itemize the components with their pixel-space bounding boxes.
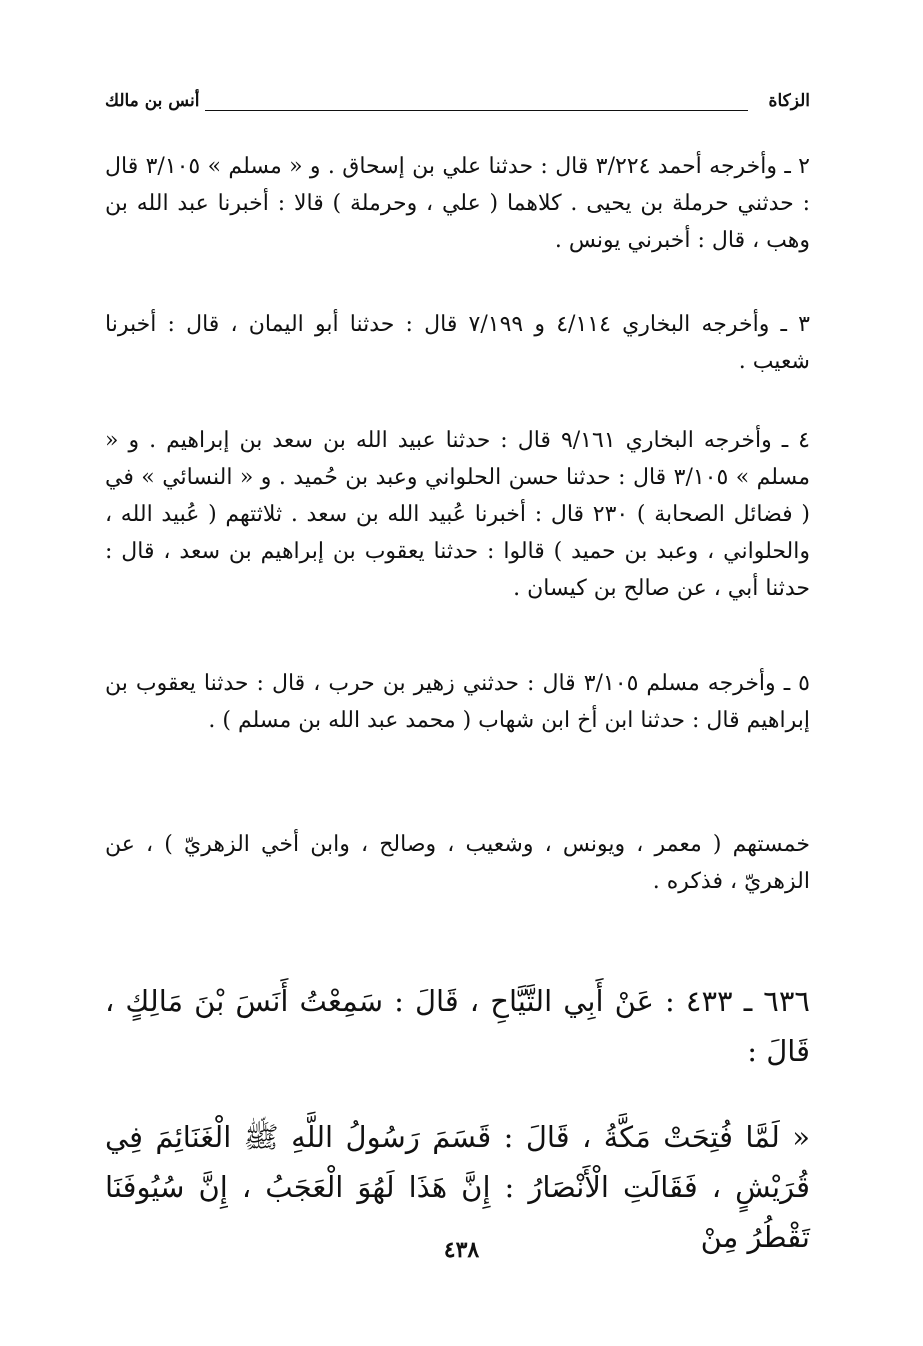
chapter-title: الزكاة [768, 91, 810, 111]
footnote-5: ٥ ـ وأخرجه مسلم ٣/١٠٥ قال : حدثني زهير بن حرب ، قال : حدثنا يعقوب بن إبراهيم قال : حدثنا ابن أخ ابن شهاب ( محمد عبد الله بن مسلم ) . [105, 671, 810, 733]
hadith-heading: ٦٣٦ ـ ٤٣٣ : عَنْ أَبِي التَّيَّاحِ ، قَالَ : سَمِعْتُ أَنَسَ بْنَ مَالِكٍ ، قَالَ : [105, 984, 811, 1068]
page-number: ٤٣٨ [443, 1237, 480, 1263]
running-header [105, 91, 810, 121]
footnote-3: ٣ ـ وأخرجه البخاري ٤/١١٤ و ٧/١٩٩ قال : حدثنا أبو اليمان ، قال : أخبرنا شعيب . [105, 312, 810, 374]
hadith-text: « لَمَّا فُتِحَتْ مَكَّةُ ، قَالَ : قَسَمَ رَسُولُ اللَّهِ ﷺ الْغَنَائِمَ فِي قُرَيْشٍ ، فَقَالَتِ الْأَنْصَارُ : إِنَّ هَذَا لَهُوَ الْعَجَبُ ، إِنَّ سُيُوفَنَا تَقْطُرُ مِنْ [105, 1120, 810, 1254]
header-rule [205, 110, 748, 111]
footnote-4: ٤ ـ وأخرجه البخاري ٩/١٦١ قال : حدثنا عبيد الله بن سعد بن إبراهيم . و « مسلم » ٣/١٠٥ قال : حدثنا حسن الحلواني وعبد بن حُميد . و « النسائي » في ( فضائل الصحابة ) ٢٣٠ قال : أخبرنا عُبيد الله بن سعد . ثلاثتهم ( عُبيد الله ، والحلواني ، وعبد بن حميد ) قالوا : حدثنا يعقوب بن إبراهيم بن سعد ، قال : حدثنا أبي ، عن صالح بن كيسان . [105, 428, 810, 601]
footnote-2: ٢ ـ وأخرجه أحمد ٣/٢٢٤ قال : حدثنا علي بن إسحاق . و « مسلم » ٣/١٠٥ قال : حدثني حرملة بن يحيى . كلاهما ( علي ، وحرملة ) قالا : أخبرنا عبد الله بن وهب ، قال : أخبرني يونس . [105, 154, 810, 253]
summary-paragraph: خمستهم ( معمر ، ويونس ، وشعيب ، وصالح ، وابن أخي الزهريّ ) ، عن الزهريّ ، فذكره . [105, 832, 810, 894]
book-title: أنس بن مالك [105, 91, 200, 111]
